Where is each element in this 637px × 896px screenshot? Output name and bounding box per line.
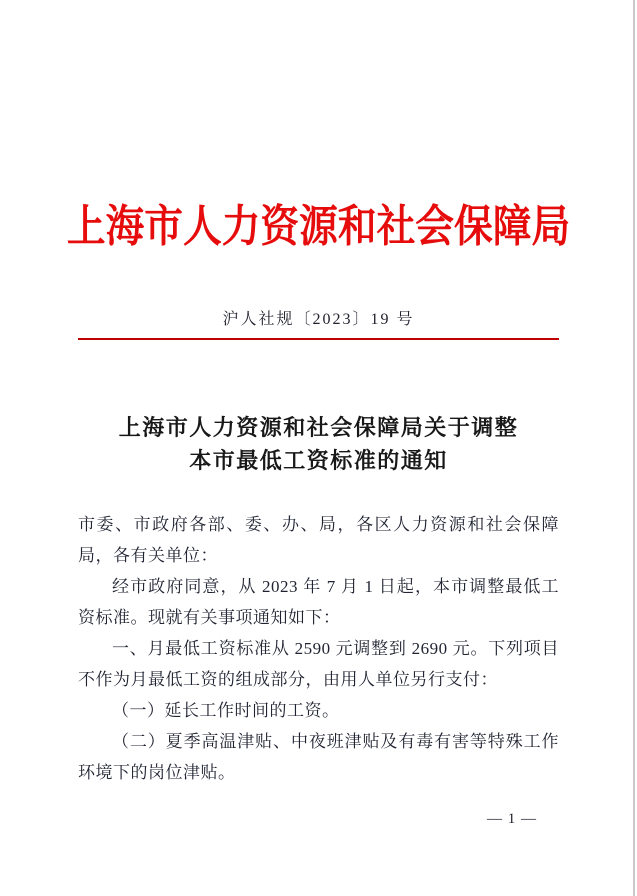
document-reference-number: 沪人社规〔2023〕19 号 — [222, 311, 415, 328]
body-paragraph-item-1: （一）延长工作时间的工资。 — [112, 701, 340, 720]
page-number: — 1 — — [487, 811, 537, 827]
notice-title — [0, 411, 637, 477]
notice-title-line1: 上海市人力资源和社会保障局关于调整 — [118, 415, 519, 440]
body-paragraph-item-2: （二）夏季高温津贴、中夜班津贴及有毒有害等特殊工作环境下的岗位津贴。 — [78, 732, 559, 782]
letterhead-divider-line — [78, 338, 559, 340]
body-paragraph-intro: 经市政府同意，从 2023 年 7 月 1 日起，本市调整最低工资标准。现就有关事项通知如下： — [78, 577, 559, 627]
page-right-edge — [633, 0, 635, 896]
addressee-line: 市委、市政府各部、委、办、局，各区人力资源和社会保障局，各有关单位： — [78, 515, 559, 565]
body-paragraph-article-1: 一、月最低工资标准从 2590 元调整到 2690 元。下列项目不作为月最低工资的组成部分，由用人单位另行支付： — [78, 639, 559, 689]
agency-letterhead-title: 上海市人力资源和社会保障局 — [66, 202, 571, 251]
notice-body — [78, 509, 559, 788]
notice-title-line2: 本市最低工资标准的通知 — [189, 448, 448, 473]
